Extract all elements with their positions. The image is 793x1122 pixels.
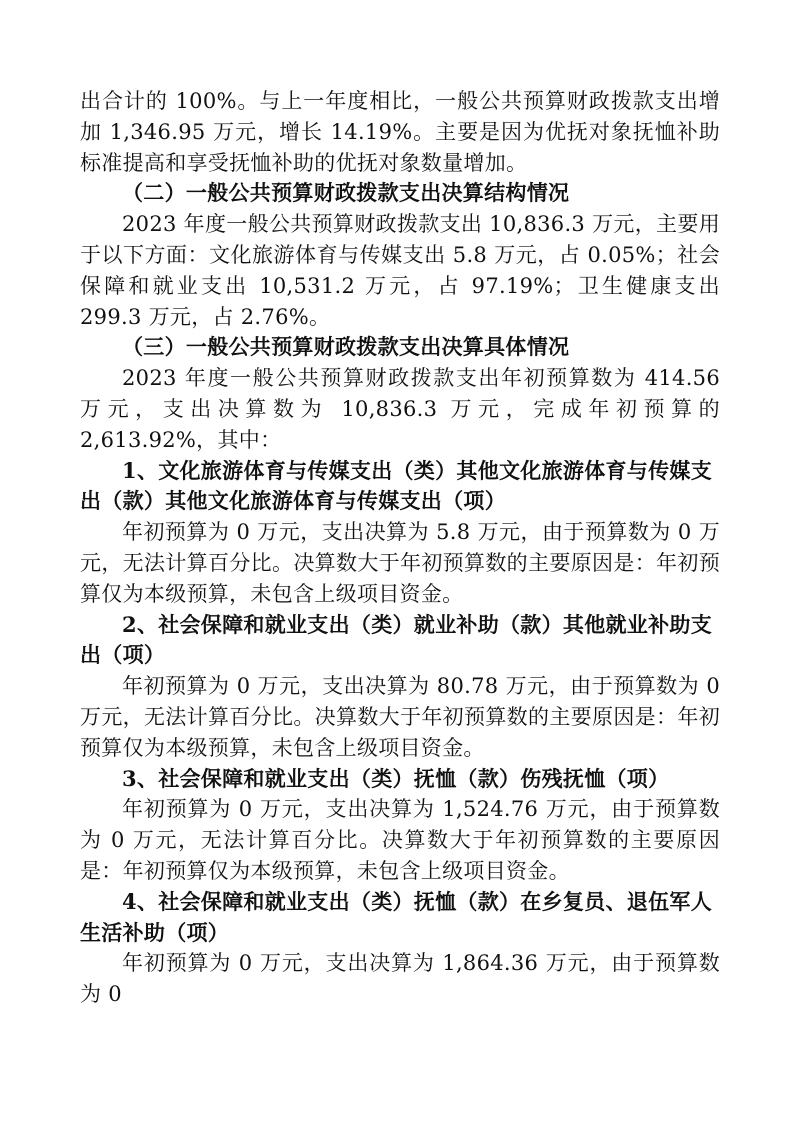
document-body (80, 86, 720, 1010)
item-heading-3: 3、社会保障和就业支出（类）抚恤（款）伤残抚恤（项） (122, 765, 670, 791)
paragraph-summary-end: 出合计的 100%。与上一年度相比，一般公共预算财政拨款支出增加 1,346.95 万元，增长 14.19%。主要是因为优抚对象抚恤补助标准提高和享受抚恤补助的优抚对象数量增加。 (80, 89, 720, 175)
paragraph-details-intro: 2023 年度一般公共预算财政拨款支出年初预算数为 414.56 万元，支出决算数为 10,836.3 万元，完成年初预算的 2,613.92%，其中： (80, 366, 720, 452)
paragraph-structure: 2023 年度一般公共预算财政拨款支出 10,836.3 万元，主要用于以下方面：文化旅游体育与传媒支出 5.8 万元，占 0.05%；社会保障和就业支出 10,531.2 万元，占 97.19%；卫生健康支出 299.3 万元，占 2.76%。 (80, 212, 720, 329)
item-heading-4: 4、社会保障和就业支出（类）抚恤（款）在乡复员、退伍军人生活补助（项） (80, 888, 713, 945)
item-text-2: 年初预算为 0 万元，支出决算为 80.78 万元，由于预算数为 0 万元，无法计算百分比。决算数大于年初预算数的主要原因是：年初预算仅为本级预算，未包含上级项目资金。 (80, 674, 720, 760)
section-heading-structure: （二）一般公共预算财政拨款支出决算结构情况 (122, 180, 570, 206)
item-text-3: 年初预算为 0 万元，支出决算为 1,524.76 万元，由于预算数为 0 万元，无法计算百分比。决算数大于年初预算数的主要原因是：年初预算仅为本级预算，未包含上级项目资金。 (80, 797, 720, 883)
item-heading-2: 2、社会保障和就业支出（类）就业补助（款）其他就业补助支出（项） (80, 611, 713, 668)
item-heading-1: 1、文化旅游体育与传媒支出（类）其他文化旅游体育与传媒支出（款）其他文化旅游体育与传媒支出（项） (80, 457, 713, 514)
item-text-1: 年初预算为 0 万元，支出决算为 5.8 万元，由于预算数为 0 万元，无法计算百分比。决算数大于年初预算数的主要原因是：年初预算仅为本级预算，未包含上级项目资金。 (80, 520, 720, 606)
section-heading-details: （三）一般公共预算财政拨款支出决算具体情况 (122, 334, 570, 360)
item-text-4: 年初预算为 0 万元，支出决算为 1,864.36 万元，由于预算数为 0 (80, 951, 720, 1007)
